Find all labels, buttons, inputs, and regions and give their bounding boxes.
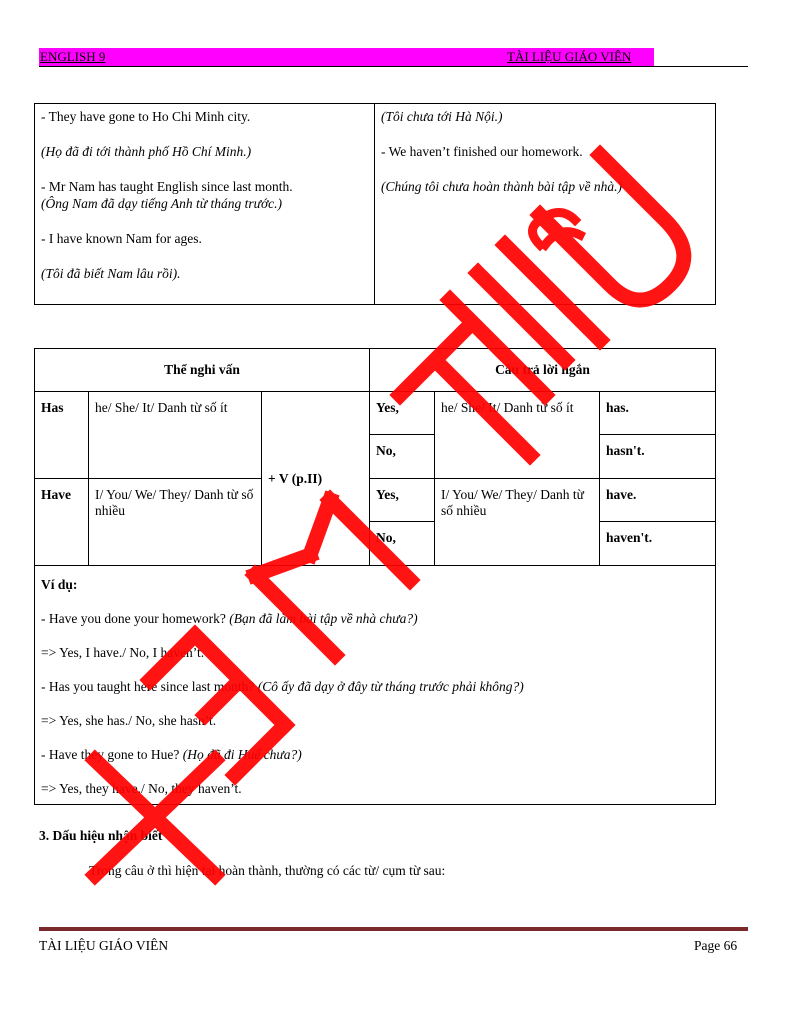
footer-doc-type: TÀI LIỆU GIÁO VIÊN	[39, 938, 169, 953]
negative-examples-cell	[375, 104, 716, 305]
examples-label: Ví dụ:	[41, 577, 78, 592]
answer-subject-plural: I/ You/ We/ They/ Danh từ số nhiều	[435, 479, 600, 566]
footer-rule	[39, 927, 748, 931]
page-header	[39, 48, 748, 67]
example-text: - Has you taught here since last month?	[41, 679, 258, 694]
short-answer-has: has.	[600, 392, 716, 435]
example-item	[41, 712, 709, 746]
example-item	[41, 746, 709, 780]
no-label: No,	[370, 522, 435, 566]
short-answer-hasnt: hasn't.	[600, 435, 716, 479]
header-subject: ENGLISH 9	[40, 49, 106, 64]
example-item	[41, 644, 709, 678]
example-translation: (Bạn đã làm bài tập về nhà chưa?)	[229, 611, 418, 626]
yes-label: Yes,	[370, 392, 435, 435]
example-text: => Yes, they have./ No, they haven’t.	[41, 781, 242, 796]
example-text: => Yes, she has./ No, she hasn’t.	[41, 713, 217, 728]
verb-past-participle: + V (p.II)	[262, 392, 370, 566]
example-translation: (Chúng tôi chưa hoàn thành bài tập về nhà.)	[381, 179, 622, 194]
aux-have: Have	[35, 479, 89, 566]
example-translation: (Ông Nam đã dạy tiếng Anh từ tháng trước.)	[41, 196, 283, 211]
short-answer-havent: haven't.	[600, 522, 716, 566]
yes-label: Yes,	[370, 479, 435, 522]
subject-plural: I/ You/ We/ They/ Danh từ số nhiều	[89, 479, 262, 566]
example-text: - Have you done your homework?	[41, 611, 230, 626]
section-title: 3. Dấu hiệu nhận biết	[39, 828, 163, 843]
example-item	[41, 678, 709, 712]
examples-cell	[35, 566, 716, 805]
page-number: Page 66	[694, 938, 738, 953]
positive-examples-cell	[35, 104, 375, 305]
example-text: => Yes, I have./ No, I haven’t.	[41, 645, 205, 660]
example-line: - I have known Nam for ages.	[41, 231, 202, 246]
example-translation: (Tôi chưa tới Hà Nội.)	[381, 109, 503, 124]
example-line: - Mr Nam has taught English since last month.	[41, 179, 293, 194]
interrogative-table	[34, 348, 716, 805]
example-line: - We haven’t finished our homework.	[381, 144, 583, 159]
subject-singular: he/ She/ It/ Danh từ số ít	[89, 392, 262, 479]
example-translation: (Họ đã đi tới thành phố Hồ Chí Minh.)	[41, 144, 252, 159]
header-doc-type: TÀI LIỆU GIÁO VIÊN	[507, 49, 632, 64]
section-text: Trong câu ở thì hiện tại hoàn thành, thường có các từ/ cụm từ sau:	[89, 863, 446, 878]
no-label: No,	[370, 435, 435, 479]
example-item	[41, 780, 709, 800]
example-line: - They have gone to Ho Chi Minh city.	[41, 109, 251, 124]
short-answer-header: Câu trả lời ngắn	[370, 349, 716, 392]
example-item	[41, 610, 709, 644]
example-translation: (Tôi đã biết Nam lâu rồi).	[41, 266, 181, 281]
short-answer-have: have.	[600, 479, 716, 522]
examples-table	[34, 103, 716, 305]
example-translation: (Họ đã đi Huế chưa?)	[182, 747, 302, 762]
example-text: - Have they gone to Hue?	[41, 747, 183, 762]
aux-has: Has	[35, 392, 89, 479]
example-translation: (Cô ấy đã dạy ở đây từ tháng trước phải không?)	[257, 679, 524, 694]
answer-subject-singular: he/ She/ It/ Danh từ số ít	[435, 392, 600, 479]
interrogative-header: Thể nghi vấn	[35, 349, 370, 392]
header-rule	[39, 66, 748, 67]
